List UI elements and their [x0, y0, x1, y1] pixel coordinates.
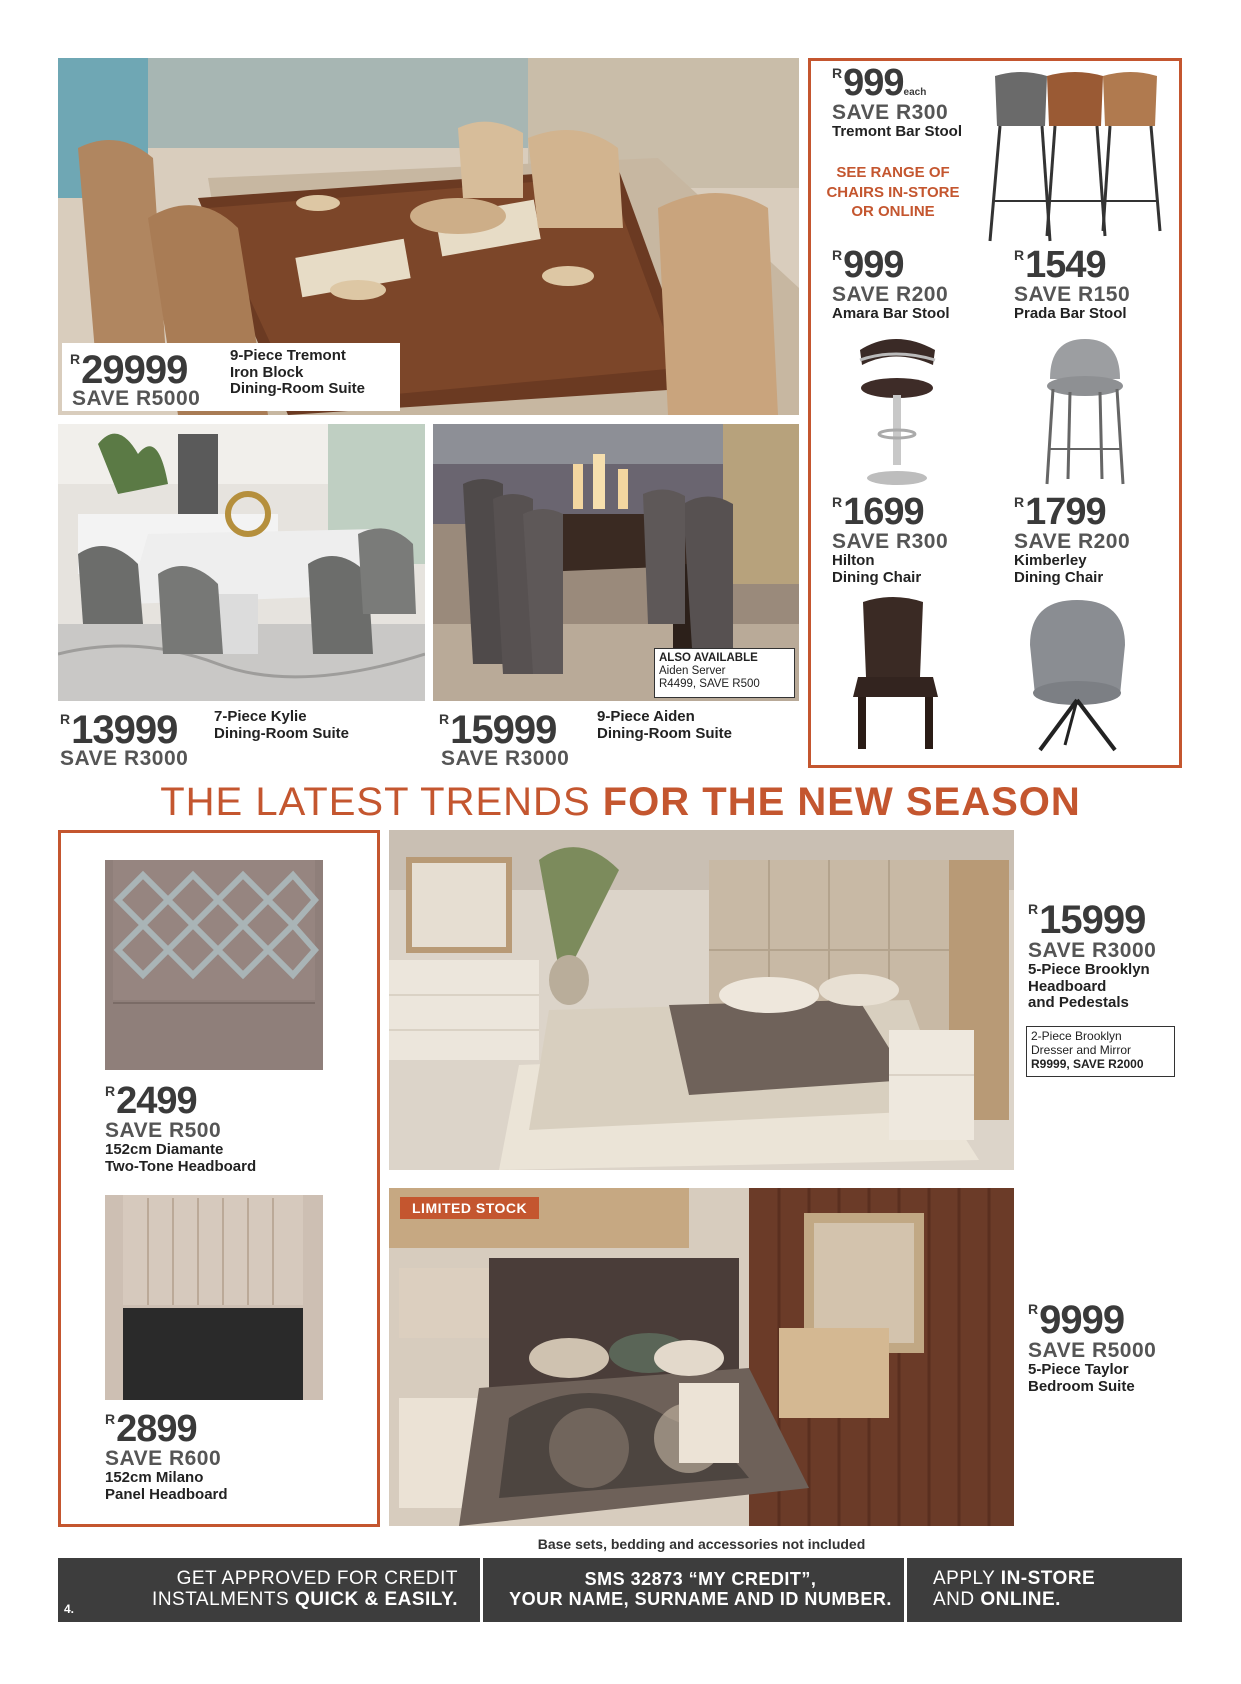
amara-stool-photo — [845, 330, 950, 490]
aiden-price-label — [433, 706, 799, 770]
milano-name: 152cm Milano Panel Headboard — [105, 1469, 228, 1503]
footer-credit-text: GET APPROVED FOR CREDIT INSTALMENTS QUICK & EASILY. — [152, 1568, 458, 1610]
tremont-suite-name: 9-Piece Tremont Iron Block Dining-Room Suite — [230, 347, 365, 397]
hilton-chair-name: Hilton Dining Chair — [832, 552, 922, 586]
brooklyn-name: 5-Piece Brooklyn Headboard and Pedestals — [1028, 961, 1150, 1012]
diamante-headboard-photo — [103, 855, 325, 1070]
tremont-suite-price: $^R$29999 — [70, 348, 188, 392]
credit-footer — [58, 1558, 1182, 1622]
taylor-price: $^R$9999 — [1028, 1298, 1125, 1342]
tremont-stool-price: $^R$999each — [832, 62, 927, 104]
kimberley-chair-name: Kimberley Dining Chair — [1014, 552, 1104, 586]
prada-stool-save: SAVE R150 — [1014, 283, 1131, 306]
aiden-suite-save: SAVE R3000 — [441, 747, 570, 770]
hilton-chair-price-block — [832, 493, 1007, 586]
range-note: SEE RANGE OF CHAIRS IN-STORE OR ONLINE — [826, 164, 960, 220]
taylor-save: SAVE R5000 — [1028, 1339, 1157, 1362]
amara-stool-price: $^R$999 — [832, 244, 904, 286]
prada-stool-price-block — [1014, 246, 1174, 323]
amara-stool-price-block — [832, 246, 1007, 323]
hilton-chair-price: $^R$1699 — [832, 491, 924, 533]
taylor-bedroom-photo — [389, 1188, 1014, 1526]
milano-price: $^R$2899 — [105, 1408, 197, 1450]
kylie-price-label — [58, 706, 425, 770]
prada-stool-photo — [1035, 334, 1135, 489]
tremont-stool-save: SAVE R300 — [832, 101, 949, 124]
kylie-dining-photo — [58, 424, 425, 701]
amara-stool-name: Amara Bar Stool — [832, 305, 950, 323]
hilton-chair-save: SAVE R300 — [832, 530, 949, 553]
limited-stock-badge: LIMITED STOCK — [400, 1197, 539, 1219]
hilton-chair-photo — [848, 592, 943, 752]
amara-stool-save: SAVE R200 — [832, 283, 949, 306]
diamante-save: SAVE R500 — [105, 1119, 222, 1142]
milano-save: SAVE R600 — [105, 1447, 222, 1470]
taylor-price-block — [1028, 1300, 1198, 1395]
aiden-server-note: ALSO AVAILABLE Aiden Server R4499, SAVE R500 — [654, 648, 795, 698]
tremont-price-label — [62, 343, 400, 411]
kylie-suite-name: 7-Piece Kylie Dining-Room Suite — [214, 708, 349, 742]
aiden-suite-name: 9-Piece Aiden Dining-Room Suite — [597, 708, 732, 742]
footer-divider — [904, 1558, 907, 1622]
brooklyn-dresser-note: 2-Piece Brooklyn Dresser and Mirror R9999, SAVE R2000 — [1026, 1026, 1175, 1077]
kylie-suite-price: $^R$13999 — [60, 708, 178, 752]
prada-stool-name: Prada Bar Stool — [1014, 305, 1127, 323]
brooklyn-price: $^R$15999 — [1028, 898, 1146, 942]
brooklyn-bedroom-photo — [389, 830, 1014, 1170]
kimberley-chair-price: $^R$1799 — [1014, 491, 1106, 533]
prada-stool-price: $^R$1549 — [1014, 244, 1106, 286]
tremont-stool-name: Tremont Bar Stool — [832, 123, 963, 141]
milano-price-block — [105, 1410, 365, 1503]
taylor-name: 5-Piece Taylor Bedroom Suite — [1028, 1361, 1135, 1395]
diamante-price: $^R$2499 — [105, 1080, 197, 1122]
season-headline: THE LATEST TRENDS FOR THE NEW SEASON — [160, 780, 1081, 824]
milano-headboard-photo — [103, 1190, 325, 1400]
diamante-name: 152cm Diamante Two-Tone Headboard — [105, 1141, 257, 1175]
footer-apply-text: APPLY IN-STORE AND ONLINE. — [933, 1568, 1096, 1610]
kimberley-chair-save: SAVE R200 — [1014, 530, 1131, 553]
aiden-suite-price: $^R$15999 — [439, 708, 557, 752]
diamante-price-block — [105, 1082, 365, 1175]
kimberley-chair-photo — [1020, 595, 1135, 755]
footer-sms-text: SMS 32873 “MY CREDIT”, YOUR NAME, SURNAME AND ID NUMBER. — [509, 1569, 892, 1609]
tremont-suite-save: SAVE R5000 — [72, 387, 201, 410]
kylie-suite-save: SAVE R3000 — [60, 747, 189, 770]
brooklyn-price-block — [1028, 900, 1198, 1012]
page-number: 4. — [64, 1602, 75, 1616]
footer-divider — [480, 1558, 483, 1622]
brooklyn-save: SAVE R3000 — [1028, 939, 1157, 962]
disclaimer: Base sets, bedding and accessories not included — [537, 1536, 866, 1552]
kimberley-chair-price-block — [1014, 493, 1174, 586]
tremont-stool-photo — [985, 66, 1175, 246]
